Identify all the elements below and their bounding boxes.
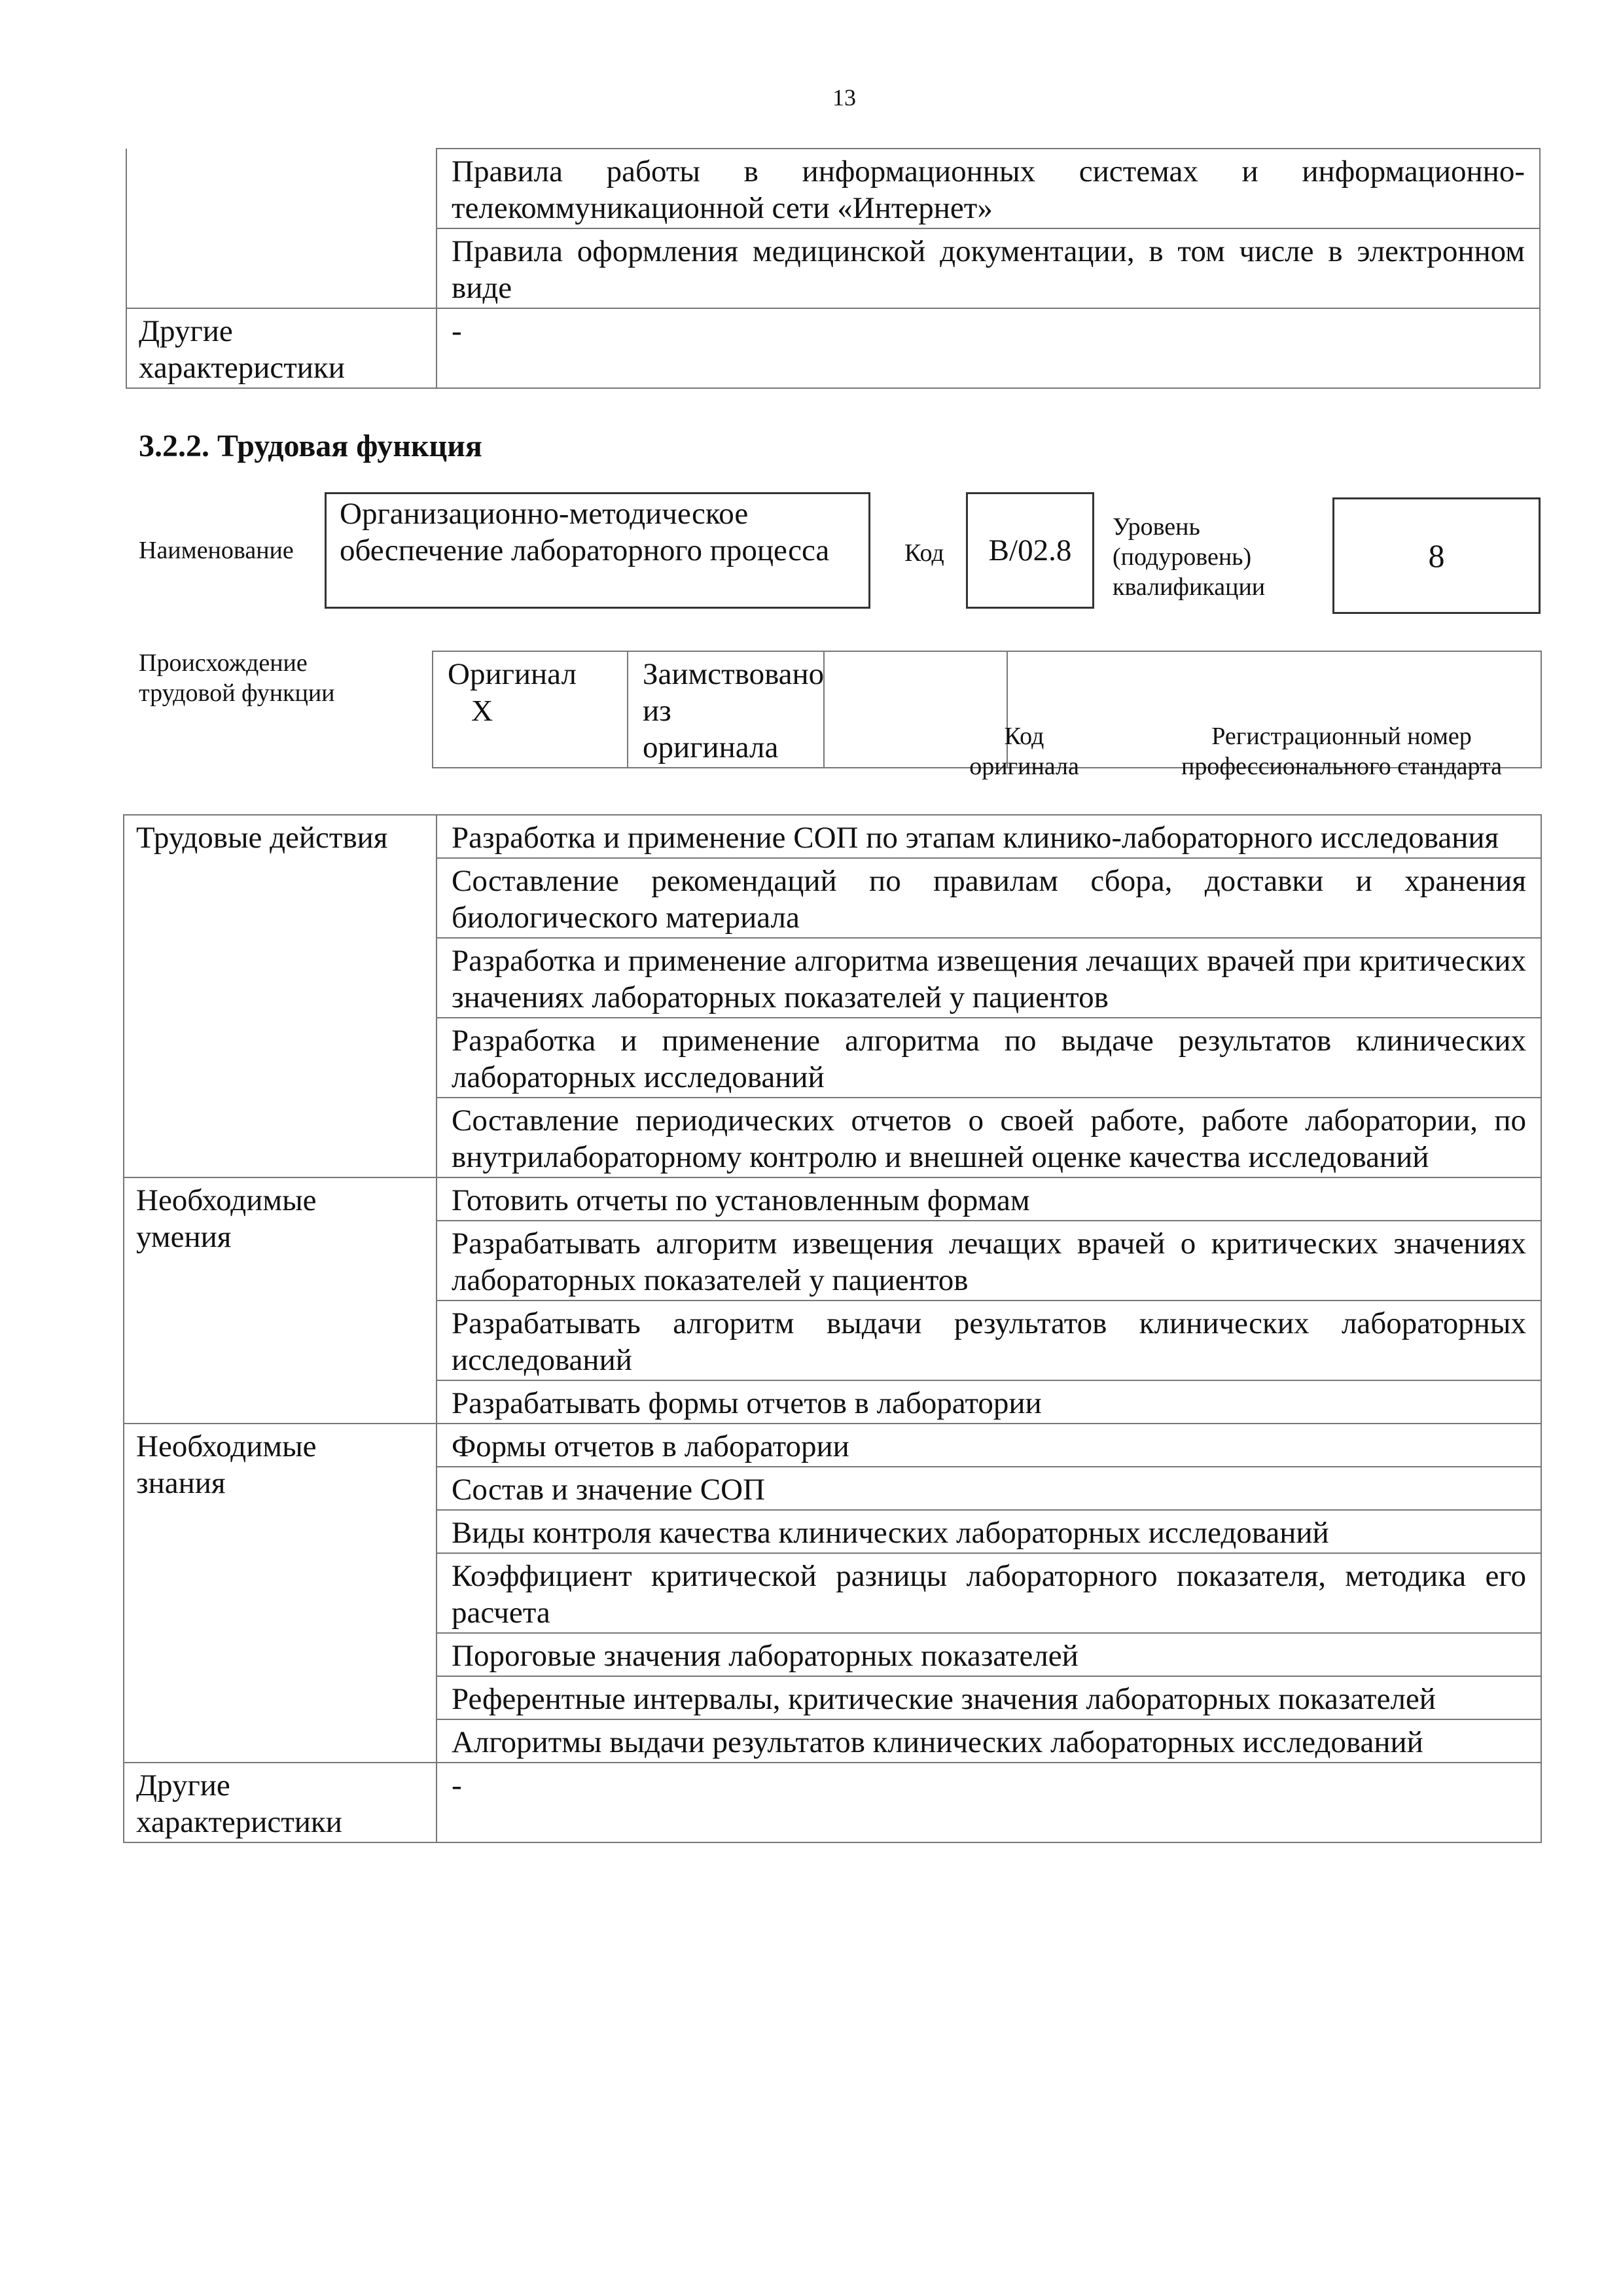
labor-action-item: Разработка и применение СОП по этапам клинико-лабораторного исследования [437,815,1541,858]
labor-action-item: Составление периодических отчетов о своей работе, работе лаборатории, по внутрилабораторному контролю и внешней оценке качества исследований [437,1098,1541,1177]
labor-function-table [123,814,1542,1843]
section-title: 3.2.2. Трудовая функция [139,429,482,463]
other-characteristics-value: - [437,308,1540,388]
original-mark: X [471,694,493,727]
skill-item: Разрабатывать алгоритм выдачи результатов клинических лабораторных исследований [437,1300,1541,1380]
required-skills-label: Необходимые умения [124,1177,437,1424]
skill-item: Разрабатывать алгоритм извещения лечащих врачей о критических значениях лабораторных показателей у пациентов [437,1221,1541,1300]
labor-action-item: Разработка и применение алгоритма извещения лечащих врачей при критических значениях лабораторных показателей у пациентов [437,938,1541,1018]
continuation-table [126,148,1541,389]
other-characteristics-value: - [437,1763,1541,1842]
other-characteristics-label: Другие характеристики [126,308,437,388]
required-knowledge-label: Необходимые знания [124,1424,437,1763]
function-code-box: B/02.8 [966,492,1094,609]
knowledge-item: Состав и значение СОП [437,1467,1541,1510]
name-label: Наименование [139,537,294,564]
knowledge-item: Пороговые значения лабораторных показателей [437,1633,1541,1676]
knowledge-item: Референтные интервалы, критические значения лабораторных показателей [437,1676,1541,1719]
empty-label-cell [126,149,437,308]
borrowed-cell: Заимствовано из оригинала [628,651,824,768]
skill-item: Разрабатывать формы отчетов в лаборатории [437,1380,1541,1424]
knowledge-item: Правила работы в информационных системах и информационно-телекоммуникационной сети «Интернет» [437,149,1540,228]
labor-actions-label: Трудовые действия [124,815,437,1177]
level-label: Уровень (подуровень) квалификации [1113,513,1266,601]
knowledge-item: Коэффициент критической разницы лабораторного показателя, методика его расчета [437,1553,1541,1633]
origin-label: Происхождение трудовой функции [139,649,335,707]
labor-action-item: Разработка и применение алгоритма по выдаче результатов клинических лабораторных исследований [437,1018,1541,1098]
registration-number-caption: Регистрационный номер профессионального стандарта [1181,723,1502,780]
knowledge-item: Правила оформления медицинской документации, в том числе в электронном виде [437,228,1540,308]
knowledge-item: Алгоритмы выдачи результатов клинических лабораторных исследований [437,1719,1541,1763]
function-name-box: Организационно-методическое обеспечение лабораторного процесса [325,492,870,609]
knowledge-item: Виды контроля качества клинических лабораторных исследований [437,1510,1541,1553]
other-characteristics-label: Другие характеристики [124,1763,437,1842]
original-cell: Оригинал X [433,651,628,768]
knowledge-item: Формы отчетов в лаборатории [437,1424,1541,1467]
skill-item: Готовить отчеты по установленным формам [437,1177,1541,1221]
qualification-level-box: 8 [1332,497,1541,614]
original-code-caption: Код оригинала [969,723,1079,780]
code-label: Код [904,539,944,567]
labor-action-item: Составление рекомендаций по правилам сбора, доставки и хранения биологического материала [437,858,1541,938]
page-number: 13 [832,84,856,111]
